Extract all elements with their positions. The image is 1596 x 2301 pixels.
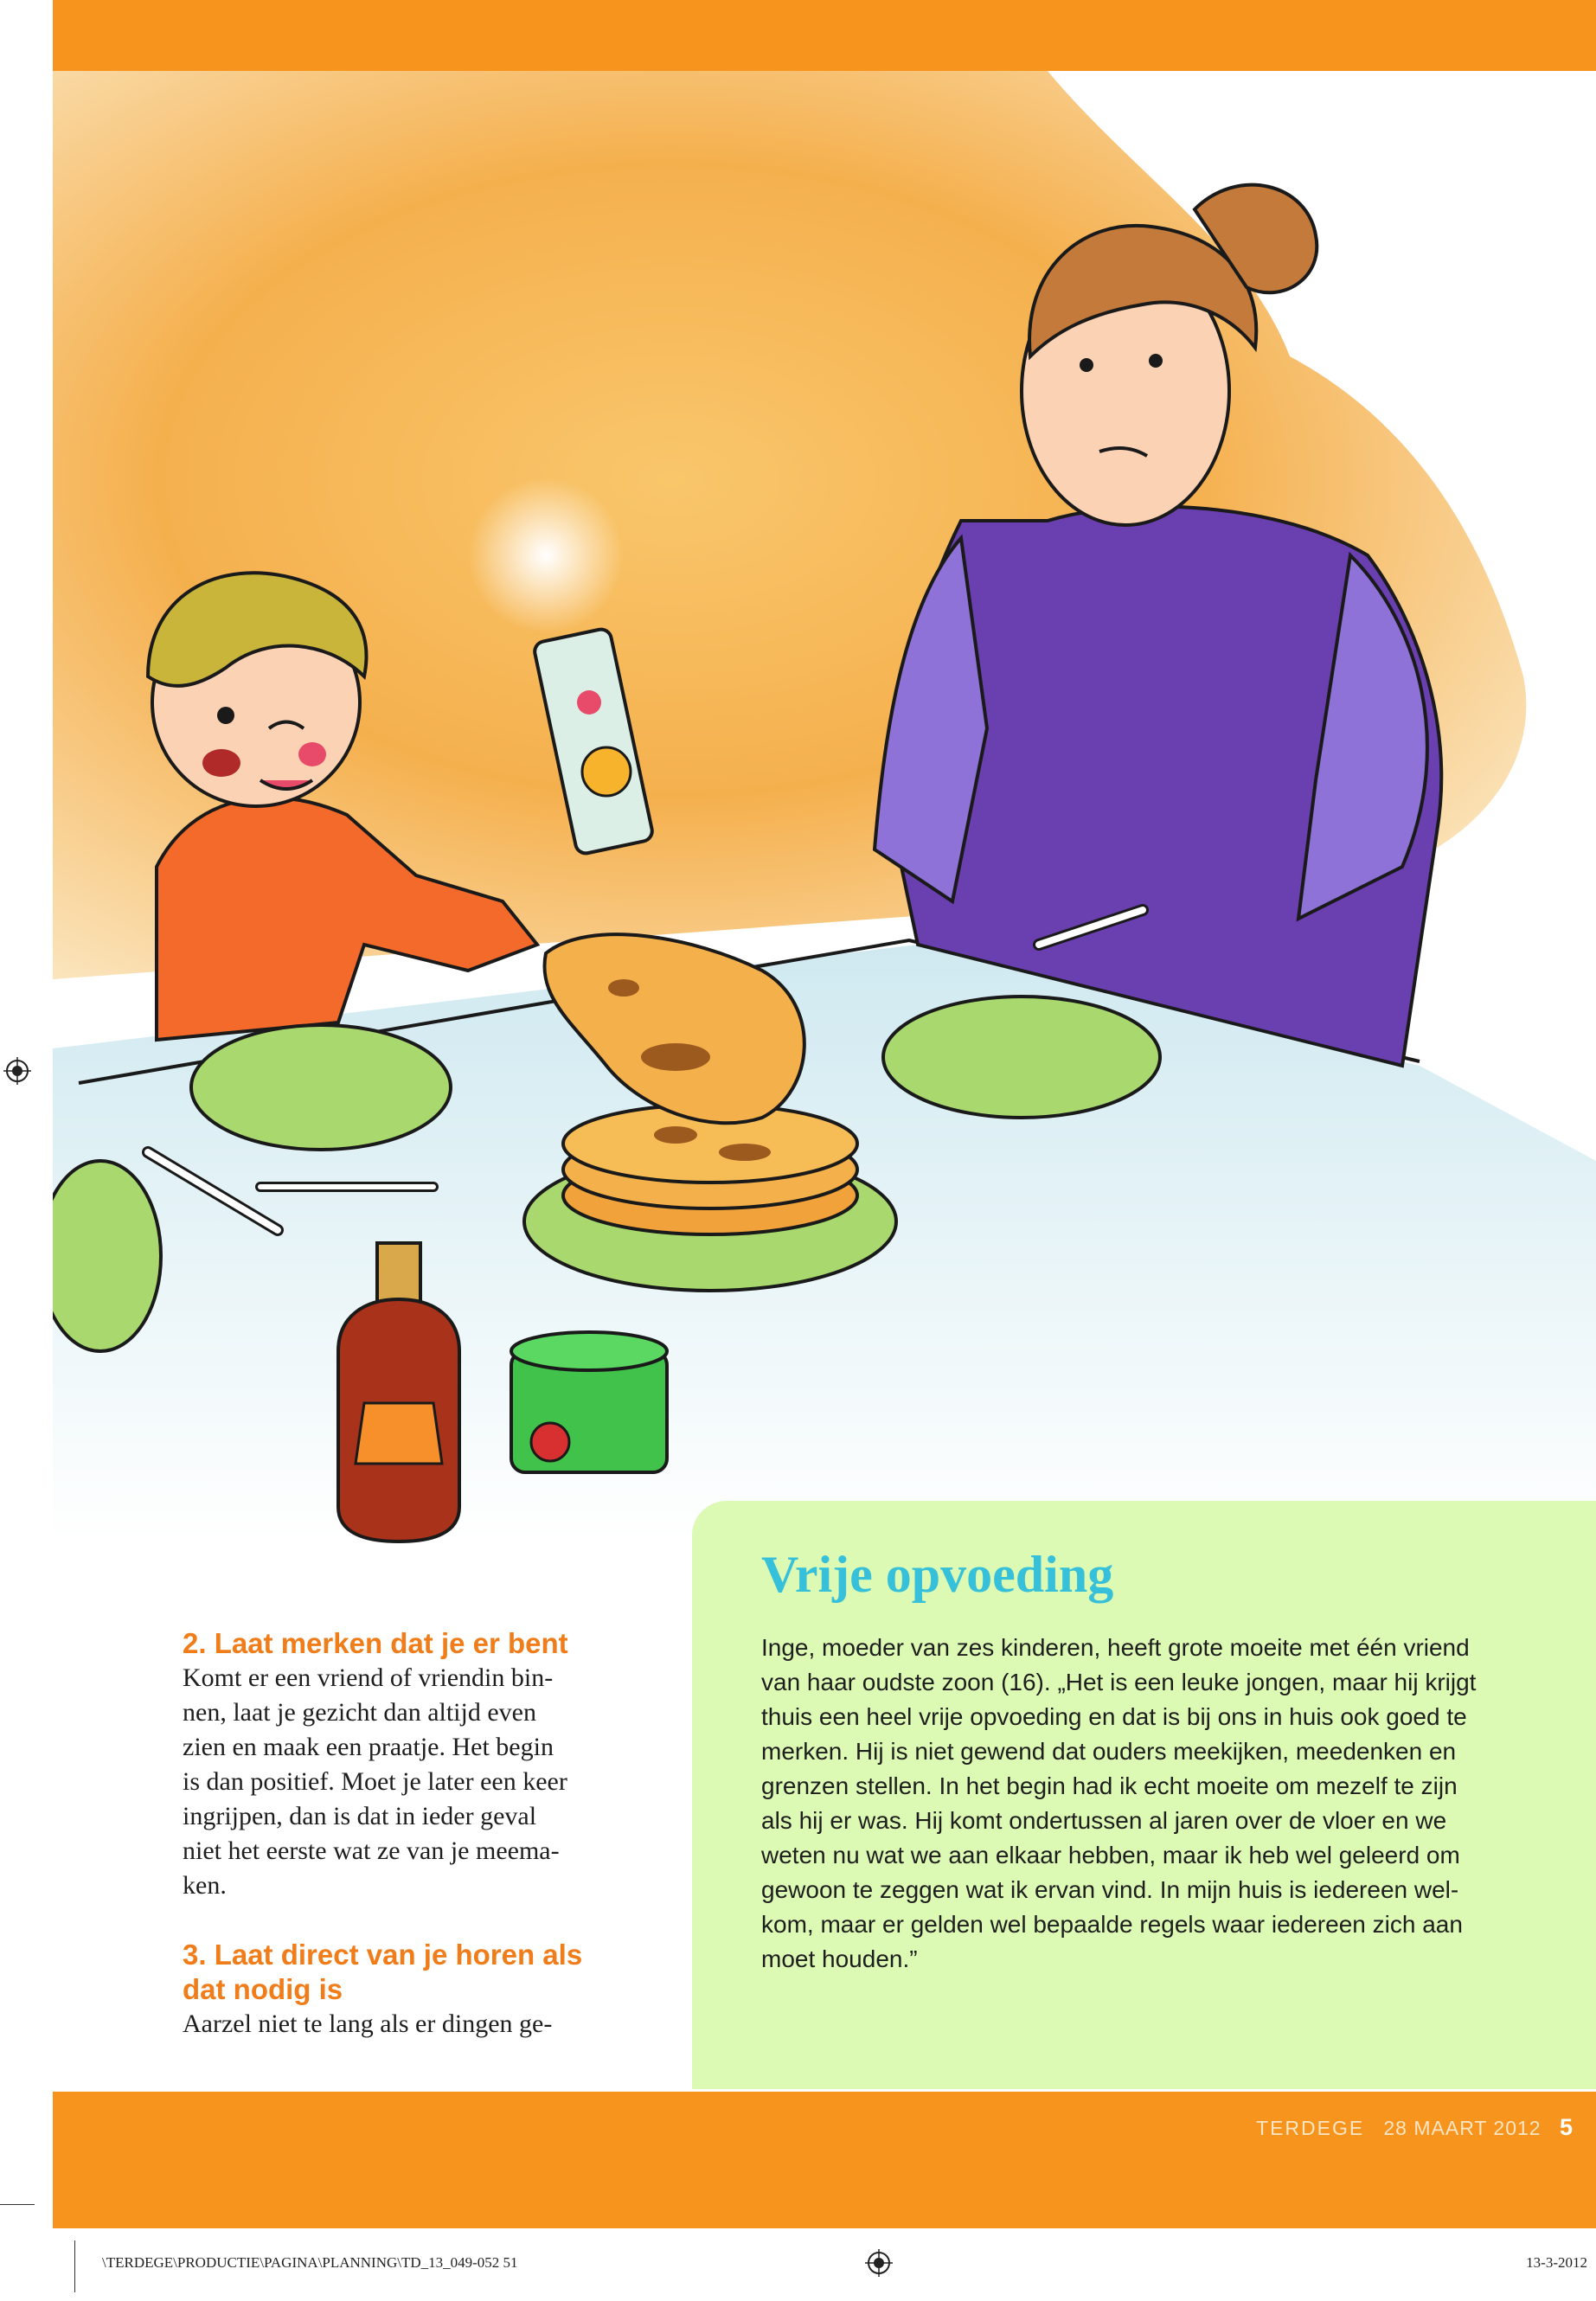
tip-2-line: ken.: [183, 1871, 227, 1900]
plate-right: [883, 997, 1160, 1118]
tip-2-line: ingrijpen, dan is dat in ieder geval: [183, 1802, 537, 1830]
sidebar-line: weten nu wat we aan elkaar hebben, maar ik heb wel geleerd om: [761, 1842, 1460, 1868]
plate-left: [191, 1025, 451, 1150]
tip-2-line: zien en maak een praatje. Het begin: [183, 1733, 554, 1761]
tip-3-heading: 3. Laat direct van je horen als: [183, 1939, 583, 1971]
sprinkle-sparkle: [468, 478, 624, 633]
sidebar-line: van haar oudste zoon (16). „Het is een leuke jongen, maar hij krijgt: [761, 1669, 1477, 1695]
sidebar-title: Vrije opvoeding: [761, 1546, 1114, 1603]
article-left-column: [183, 1626, 667, 2041]
jam-jar: [511, 1332, 667, 1472]
sidebar-line: merken. Hij is niet gewend dat ouders meekijken, meedenken en: [761, 1738, 1457, 1765]
registration-mark-bottom: [865, 2249, 893, 2277]
tip-2-heading: 2. Laat merken dat je er bent: [183, 1627, 568, 1659]
sidebar-line: thuis een heel vrije opvoeding en dat is bij ons in huis ook goed te: [761, 1703, 1467, 1730]
page-number: 5: [1559, 2114, 1574, 2140]
crop-line: [74, 2240, 75, 2292]
tip-3-line: Aarzel niet te lang als er dingen ge-: [183, 2009, 553, 2038]
crop-line: [0, 2204, 35, 2205]
sidebar-line: gewoon te zeggen wat ik ervan vind. In mijn huis is iedereen wel-: [761, 1876, 1459, 1903]
tip-2-line: is dan positief. Moet je later een keer: [183, 1767, 567, 1796]
sidebar-line: kom, maar er gelden wel bepaalde regels waar iedereen zich aan: [761, 1911, 1463, 1938]
registration-mark-left: [3, 1057, 31, 1085]
sidebar-box: [692, 1501, 1596, 2089]
bottom-orange-bar: [53, 2092, 1596, 2228]
top-orange-bar: [53, 0, 1596, 71]
sidebar-line: Inge, moeder van zes kinderen, heeft grote moeite met één vriend: [761, 1634, 1470, 1661]
sidebar-body: [761, 1631, 1505, 1977]
print-file-path: \TERDEGE\PRODUCTIE\PAGINA\PLANNING\TD_13_049-052 51: [102, 2254, 518, 2271]
issue-date: 28 MAART 2012: [1383, 2117, 1542, 2139]
pancake-dinner-illustration: [53, 71, 1596, 1576]
print-date: 13-3-2012: [1526, 2254, 1587, 2271]
sidebar-line: als hij er was. Hij komt ondertussen al jaren over de vloer en we: [761, 1807, 1447, 1834]
tip-2-line: nen, laat je gezicht dan altijd even: [183, 1698, 536, 1727]
tip-3-heading: dat nodig is: [183, 1973, 343, 2005]
magazine-name: TERDEGE: [1256, 2117, 1365, 2139]
sidebar-line: moet houden.”: [761, 1945, 918, 1972]
sidebar-line: grenzen stellen. In het begin had ik echt moeite om mezelf te zijn: [761, 1772, 1458, 1799]
pancake-stack: [563, 1105, 857, 1234]
tip-2-line: niet het eerste wat ze van je meema-: [183, 1836, 560, 1865]
footer-folio: [1256, 2114, 1574, 2141]
tip-2-line: Komt er een vriend of vriendin bin-: [183, 1663, 554, 1692]
